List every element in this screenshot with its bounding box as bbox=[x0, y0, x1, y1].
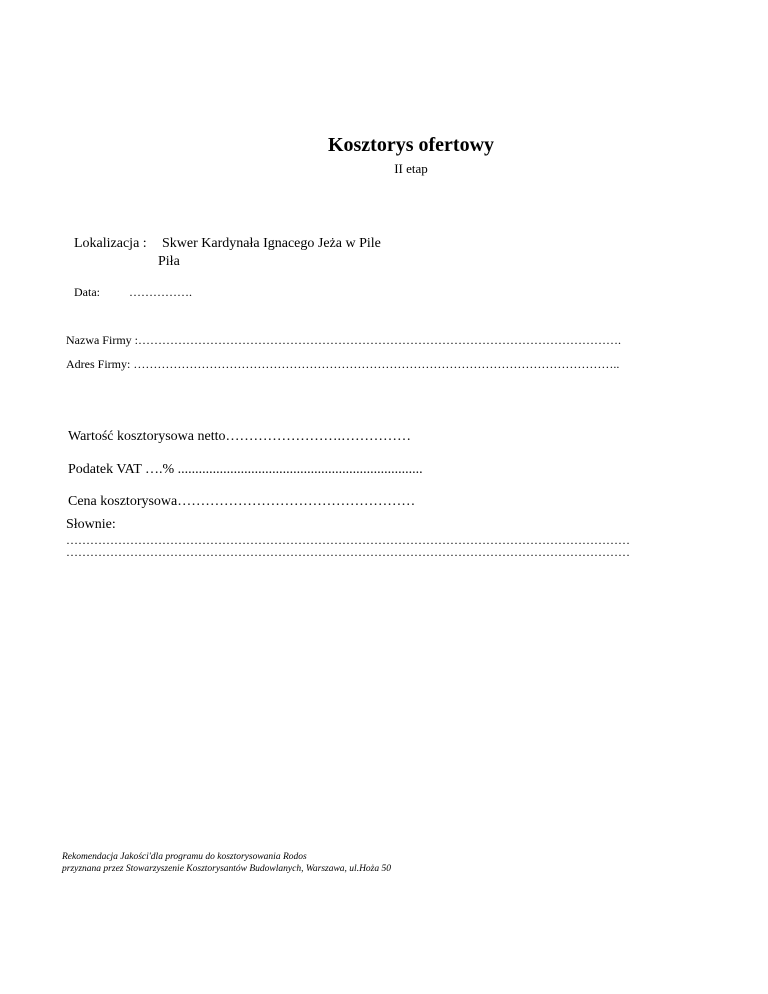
in-words-line-2: …………………………………………………………………………………………………………………………… bbox=[66, 545, 630, 559]
location-label: Lokalizacja : bbox=[74, 236, 147, 251]
vat-line: Podatek VAT ….% ...................................................................... bbox=[68, 462, 423, 477]
price-line: Cena kosztorysowa…………………………………………… bbox=[68, 494, 416, 509]
document-title: Kosztorys ofertowy bbox=[327, 134, 495, 156]
in-words-label: Słownie: bbox=[66, 517, 116, 532]
location-city: Piła bbox=[158, 254, 180, 269]
firm-address-line: Adres Firmy: ………………………………………………………………………………………………………….. bbox=[66, 357, 620, 371]
in-words-line-1: …………………………………………………………………………………………………………………………… bbox=[66, 533, 630, 547]
net-value-line: Wartość kosztorysowa netto…………………….…………… bbox=[68, 429, 411, 444]
location-value: Skwer Kardynała Ignacego Jeża w Pile bbox=[162, 236, 381, 251]
footer-recommendation: Rekomendacja Jakości'dla programu do kosztorysowania Rodos bbox=[62, 852, 307, 862]
footer-association: przyznana przez Stowarzyszenie Kosztorysantów Budowlanych, Warszawa, ul.Hoża 50 bbox=[62, 864, 392, 874]
document-subtitle: II etap bbox=[394, 161, 428, 176]
date-value: ……………. bbox=[129, 285, 192, 299]
firm-name-line: Nazwa Firmy :…………………………………………………………………………………………………………. bbox=[66, 333, 621, 347]
date-label: Data: bbox=[74, 285, 100, 299]
